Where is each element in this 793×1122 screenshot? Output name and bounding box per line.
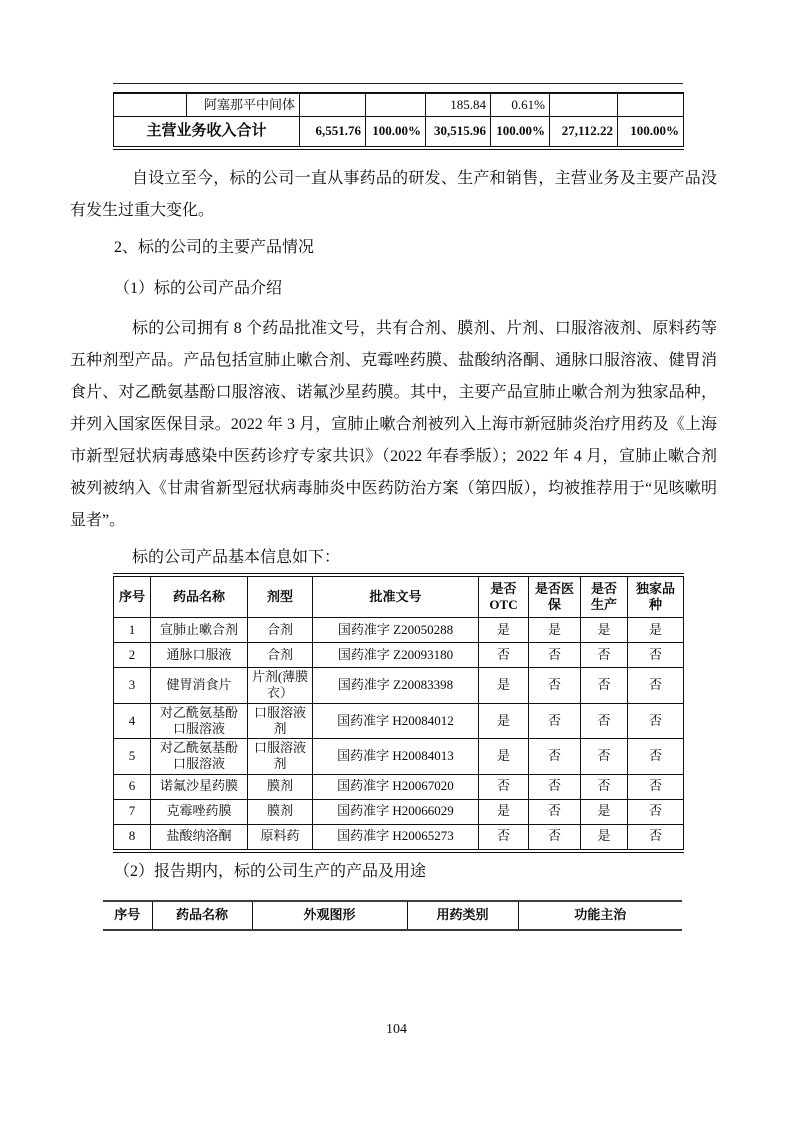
table-cell-percent: 100.00% (491, 117, 550, 149)
heading-main-products: 2、标的公司的主要产品情况 (114, 239, 315, 256)
table-cell-seq: 4 (114, 703, 151, 739)
table-cell (300, 93, 366, 117)
product-row-1 (114, 618, 684, 643)
col-header-otc: 是否OTC (479, 575, 529, 618)
table-cell-exclusive: 否 (628, 824, 684, 851)
product-row-7 (114, 799, 684, 824)
table-cell-amount: 30,515.96 (426, 117, 491, 149)
table-cell-seq: 6 (114, 774, 151, 799)
page-number: 104 (386, 1022, 407, 1037)
table-cell-otc: 是 (479, 618, 529, 643)
table-cell-dosage-form: 膜剂 (248, 774, 313, 799)
table-cell-drug-name: 通脉口服液 (151, 643, 248, 668)
col-header-indications: 功能主治 (518, 901, 682, 930)
table-cell-amount: 185.84 (426, 93, 491, 117)
table-cell-in-production: 否 (581, 739, 628, 775)
table-cell-approval-number: 国药准字 H20084013 (313, 739, 479, 775)
income-row-intermediate (114, 93, 684, 117)
income-summary-table-wrap (113, 83, 683, 150)
table-cell-amount: 6,551.76 (300, 117, 366, 149)
table-cell-medical-insurance: 否 (529, 824, 581, 851)
table-cell-drug-name: 对乙酰氨基酚口服溶液 (151, 703, 248, 739)
col-header-medical-insurance: 是否医保 (529, 575, 581, 618)
table-cell-in-production: 是 (581, 824, 628, 851)
table-cell-drug-name: 克霉唑药膜 (151, 799, 248, 824)
table-cell-amount: 27,112.22 (550, 117, 618, 149)
income-summary-table (113, 92, 684, 150)
table-cell-otc: 否 (479, 824, 529, 851)
table-cell-approval-number: 国药准字 H20065273 (313, 824, 479, 851)
table-cell-seq: 7 (114, 799, 151, 824)
col-header-dosage-form: 剂型 (248, 575, 313, 618)
table-cell-exclusive: 否 (628, 668, 684, 704)
table-cell-drug-name: 对乙酰氨基酚口服溶液 (151, 739, 248, 775)
table-cell-approval-number: 国药准字 H20084012 (313, 703, 479, 739)
table-cell-approval-number: 国药准字 Z20093180 (313, 643, 479, 668)
table-cell-medical-insurance: 否 (529, 643, 581, 668)
heading-product-introduction: （1）标的公司产品介绍 (114, 280, 283, 297)
col-header-drug-name: 药品名称 (152, 901, 252, 930)
table-cell-in-production: 否 (581, 668, 628, 704)
product-row-4 (114, 703, 684, 739)
product-row-8 (114, 824, 684, 851)
table-cell-medical-insurance: 否 (529, 668, 581, 704)
table-cell-dosage-form: 口服溶液剂 (248, 703, 313, 739)
usage-table-header-row (103, 901, 682, 930)
table-cell-total-label: 主营业务收入合计 (114, 117, 300, 149)
table-cell (618, 93, 684, 117)
table-cell-medical-insurance: 否 (529, 703, 581, 739)
table-cell-exclusive: 否 (628, 703, 684, 739)
table-cell-seq: 5 (114, 739, 151, 775)
table-cell-dosage-form: 膜剂 (248, 799, 313, 824)
table-cell-in-production: 否 (581, 643, 628, 668)
table-cell-percent: 100.00% (366, 117, 426, 149)
table-cell-dosage-form: 片剂(薄膜衣） (248, 668, 313, 704)
table-cell (550, 93, 618, 117)
col-header-in-production: 是否生产 (581, 575, 628, 618)
table-cell-drug-name: 宣肺止嗽合剂 (151, 618, 248, 643)
table-cell-dosage-form: 合剂 (248, 643, 313, 668)
income-row-total (114, 117, 684, 149)
table-cell-seq: 2 (114, 643, 151, 668)
table-cell-otc: 是 (479, 668, 529, 704)
table-cell-medical-insurance: 是 (529, 618, 581, 643)
table-cell-percent: 0.61% (491, 93, 550, 117)
product-row-5 (114, 739, 684, 775)
table-cell-approval-number: 国药准字 H20066029 (313, 799, 479, 824)
table-cell-drug-name: 盐酸纳洛酮 (151, 824, 248, 851)
table-cell-otc: 是 (479, 703, 529, 739)
table-cell-exclusive: 否 (628, 774, 684, 799)
table-cell-approval-number: 国药准字 Z20050288 (313, 618, 479, 643)
table-cell-exclusive: 否 (628, 643, 684, 668)
col-header-approval-number: 批准文号 (313, 575, 479, 618)
table-cell (366, 93, 426, 117)
col-header-appearance: 外观图形 (252, 901, 407, 930)
paragraph-products-detail: 标的公司拥有 8 个药品批准文号，共有合剂、膜剂、片剂、口服溶液剂、原料药等五种剂型产品。产品包括宣肺止嗽合剂、克霉唑药膜、盐酸纳洛酮、通脉口服溶液、健胃消食片、对乙酰氨基酚口服溶液、诺氟沙星药膜。其中，主要产品宣肺止嗽合剂为独家品种，并列入国家医保目录。2022 年 3 月，宣肺止嗽合剂被列入上海市新冠肺炎治疗用药及《上海市新型冠状病毒感染中医药诊疗专家共识》（2022 年春季版）；2022 年 4 月，宣肺止嗽合剂被列被纳入《甘肃省新型冠状病毒肺炎中医药防治方案（第四版），均被推荐用于“见咳嗽明显者”。 (70, 320, 717, 529)
table-cell-in-production: 否 (581, 703, 628, 739)
table-cell-seq: 3 (114, 668, 151, 704)
col-header-drug-name: 药品名称 (151, 575, 248, 618)
col-header-exclusive: 独家品种 (628, 575, 684, 618)
col-header-seq: 序号 (114, 907, 141, 923)
table-cell-approval-number: 国药准字 Z20083398 (313, 668, 479, 704)
table-cell-otc: 否 (479, 774, 529, 799)
table-cell-exclusive: 否 (628, 739, 684, 775)
product-row-2 (114, 643, 684, 668)
table-cell-drug-name: 健胃消食片 (151, 668, 248, 704)
table-cell-drug-name: 诺氟沙星药膜 (151, 774, 248, 799)
table-cell-otc: 否 (479, 643, 529, 668)
paragraph-intro: 自设立至今，标的公司一直从事药品的研发、生产和销售，主营业务及主要产品没有发生过重大变化。 (70, 170, 717, 219)
table-cell-dosage-form: 口服溶液剂 (248, 739, 313, 775)
table-cell-otc: 是 (479, 739, 529, 775)
table-cell-seq: 1 (114, 618, 151, 643)
table-cell-in-production: 是 (581, 799, 628, 824)
table-cell-medical-insurance: 否 (529, 739, 581, 775)
product-row-3 (114, 668, 684, 704)
table-cell-seq: 8 (114, 824, 151, 851)
col-header-seq: 序号 (114, 575, 151, 618)
table-cell-otc: 是 (479, 799, 529, 824)
table-cell-percent: 100.00% (618, 117, 684, 149)
table-cell (114, 93, 187, 117)
col-header-medication-category: 用药类别 (407, 901, 518, 930)
products-usage-table (103, 900, 682, 931)
table-cell-dosage-form: 原料药 (248, 824, 313, 851)
product-row-6 (114, 774, 684, 799)
table-cell-approval-number: 国药准字 H20067020 (313, 774, 479, 799)
table-cell-medical-insurance: 否 (529, 799, 581, 824)
table-cell-product-name: 阿塞那平中间体 (187, 93, 300, 117)
table-cell-in-production: 否 (581, 774, 628, 799)
product-info-table (113, 573, 684, 853)
table-cell-medical-insurance: 否 (529, 774, 581, 799)
table-cell-exclusive: 否 (628, 799, 684, 824)
table-cell-exclusive: 是 (628, 618, 684, 643)
paragraph-table-intro: 标的公司产品基本信息如下： (132, 549, 341, 566)
table-cell-dosage-form: 合剂 (248, 618, 313, 643)
product-table-header-row (114, 575, 684, 618)
table-cell-in-production: 是 (581, 618, 628, 643)
heading-products-usage: （2）报告期内，标的公司生产的产品及用途 (114, 862, 427, 880)
